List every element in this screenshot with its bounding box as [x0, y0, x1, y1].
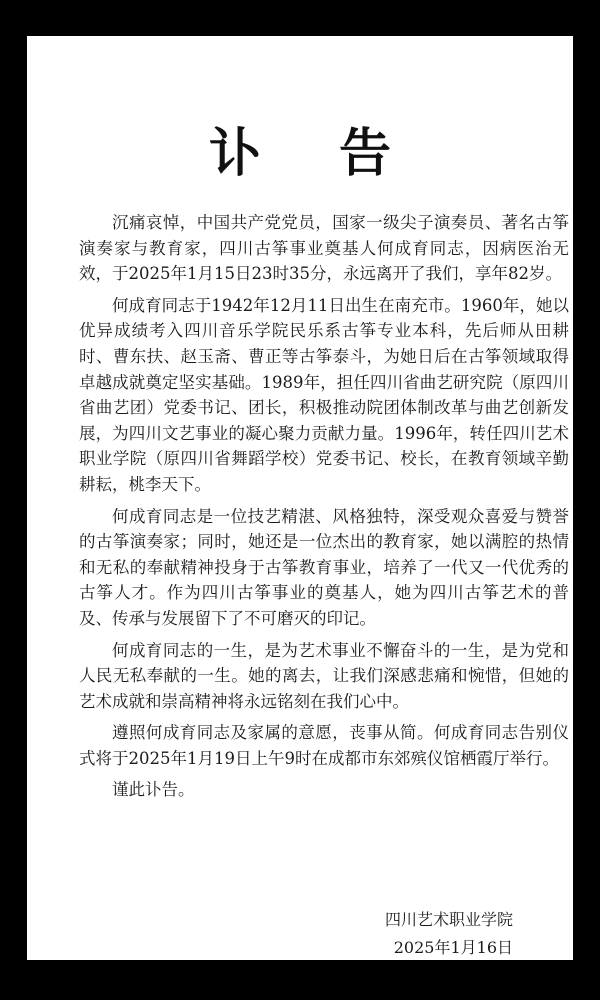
paragraph-tribute: 何成育同志的一生，是为艺术事业不懈奋斗的一生，是为党和人民无私奉献的一生。她的离去，让我们深感悲痛和惋惜，但她的艺术成就和崇高精神将永远铭刻在我们心中。	[79, 640, 569, 711]
paragraph-achievements: 何成育同志是一位技艺精湛、风格独特，深受观众喜爱与赞誉的古筝演奏家；同时，她还是一位杰出的教育家，她以满腔的热情和无私的奉献精神投身于古筝教育事业，培养了一代又一代优秀的古筝人才。作为四川古筝事业的奠基人，她为四川古筝艺术的普及、传承与发展留下了不可磨灭的印记。	[79, 506, 569, 628]
signature-block	[385, 906, 513, 962]
signature-date: 2025年1月16日	[393, 938, 513, 957]
obituary-body	[79, 210, 569, 809]
obituary-sheet	[27, 36, 573, 960]
paragraph-funeral-arrangement: 遵照何成育同志及家属的意愿，丧事从简。何成育同志告别仪式将于2025年1月19日上午9时在成都市东郊殡仪馆栖霞厅举行。	[79, 723, 569, 768]
paragraph-closing: 谨此讣告。	[112, 780, 195, 800]
signature-organization: 四川艺术职业学院	[384, 910, 513, 929]
page-title: 讣 告	[208, 123, 422, 184]
paragraph-mourning: 沉痛哀悼，中国共产党党员，国家一级尖子演奏员、著名古筝演奏家与教育家，四川古筝事业奠基人何成育同志，因病医治无效，于2025年1月15日23时35分，永远离开了我们，享年82岁。	[79, 213, 569, 284]
paragraph-biography: 何成育同志于1942年12月11日出生在南充市。1960年，她以优异成绩考入四川音乐学院民乐系古筝专业本科，先后师从田耕时、曹东扶、赵玉斋、曹正等古筝泰斗，为她日后在古筝领域取得卓越成就奠定坚实基础。1989年，担任四川省曲艺研究院（原四川省曲艺团）党委书记、团长，积极推动院团体制改革与曲艺创新发展，为四川文艺事业的凝心聚力贡献力量。1996年，转任四川艺术职业学院（原四川省舞蹈学校）党委书记、校长，在教育领域辛勤耕耘，桃李天下。	[79, 295, 569, 494]
